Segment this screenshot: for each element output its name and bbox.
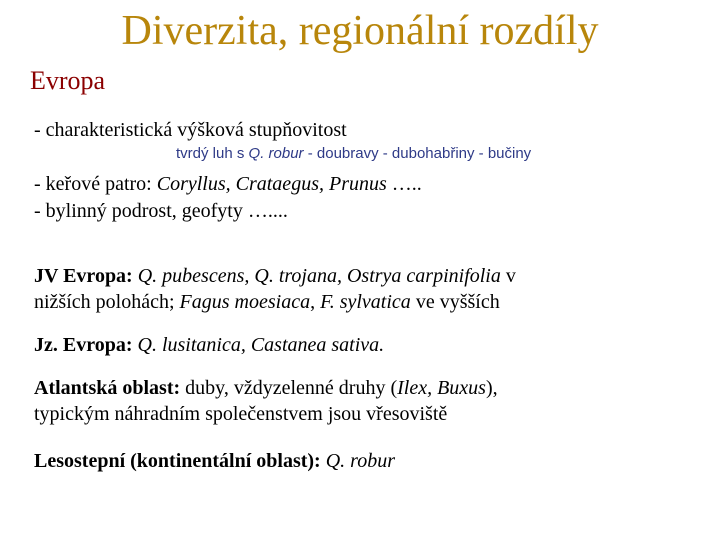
forest-steppe-species: Q. robur xyxy=(325,450,395,472)
se-europe-text-1: v xyxy=(500,265,516,287)
zonation-text-c: - doubravy - dubohabřiny - bučiny xyxy=(303,145,532,162)
se-europe-fagus-sylvatica: F. sylvatica xyxy=(320,291,411,313)
zonation-species: Q. robur xyxy=(248,145,304,162)
paragraph-se-europe xyxy=(34,263,674,315)
atlantic-species: Ilex, Buxus xyxy=(397,377,486,399)
paragraph-atlantic xyxy=(34,375,674,427)
zonation-sequence xyxy=(176,145,531,162)
atlantic-text-1: duby, vždyzelenné druhy ( xyxy=(180,377,398,399)
atlantic-text-3: typickým náhradním společenstvem jsou vřesoviště xyxy=(34,403,448,425)
slide-title: Diverzita, regionální rozdíly xyxy=(121,8,599,54)
bullet-height-zonation: - charakteristická výšková stupňovitost xyxy=(34,119,347,141)
shrub-species: Coryllus, Crataegus, Prunus xyxy=(156,173,387,195)
se-europe-comma: , xyxy=(310,291,321,313)
slide-subtitle: Evropa xyxy=(30,66,106,95)
bullet-herb-layer: - bylinný podrost, geofyty ….... xyxy=(34,200,288,222)
se-europe-fagus-moesiaca: Fagus moesiaca xyxy=(179,291,311,313)
forest-steppe-label: Lesostepní (kontinentální oblast): xyxy=(34,450,321,472)
shrub-ellipsis: ….. xyxy=(386,173,422,195)
sw-europe-label: Jz. Evropa: xyxy=(34,334,133,356)
se-europe-label: JV Evropa: xyxy=(34,265,133,287)
atlantic-label: Atlantská oblast: xyxy=(34,377,181,399)
bullet-shrub-layer xyxy=(34,172,422,196)
se-europe-text-2: nižších polohách; xyxy=(34,291,180,313)
se-europe-text-3: ve vyšších xyxy=(410,291,500,313)
zonation-text-a: tvrdý luh s xyxy=(176,145,249,162)
atlantic-text-2: ), xyxy=(485,377,498,399)
se-europe-species: Q. pubescens, Q. trojana, Ostrya carpinifolia xyxy=(137,265,501,287)
paragraph-forest-steppe xyxy=(34,448,674,474)
shrub-label: - keřové patro: xyxy=(34,173,157,195)
sw-europe-species: Q. lusitanica, Castanea sativa. xyxy=(137,334,385,356)
paragraph-sw-europe xyxy=(34,332,674,358)
